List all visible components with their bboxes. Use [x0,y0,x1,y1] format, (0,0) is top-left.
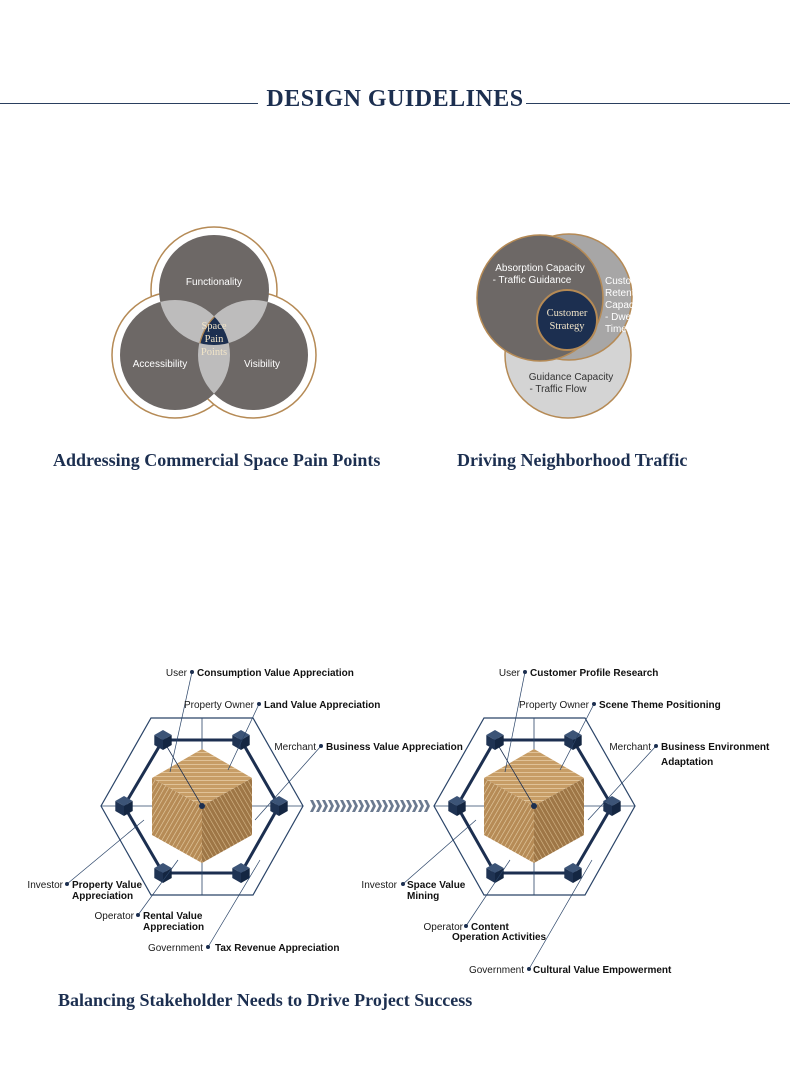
label-absorption-1: Absorption Capacity [495,263,585,274]
chevron-mark [424,800,430,812]
chevron-mark [418,800,424,812]
chevron-mark [388,800,394,812]
chevron-mark [322,800,328,812]
label-accessibility: Accessibility [132,359,188,370]
center-customer-strategy [537,290,597,350]
caption-pain-points: Addressing Commercial Space Pain Points [53,450,381,470]
chevron-mark [328,800,334,812]
right-value-merchant-2: Adaptation [661,757,714,768]
left-role-operator: Operator [94,911,134,922]
label-retention-1: Customer [605,276,649,287]
right-value-government: Cultural Value Empowerment [533,965,672,976]
page-title: DESIGN GUIDELINES [266,86,524,112]
chevron-mark [400,800,406,812]
chevron-mark [334,800,340,812]
chevron-mark [358,800,364,812]
right-role-property-owner: Property Owner [518,700,589,711]
right-role-user: User [498,668,520,679]
venn-traffic [477,234,649,418]
label-guidance-2: - Traffic Flow [529,384,587,395]
chevron-mark [406,800,412,812]
right-value-operator-2: Operation Activities [452,932,547,943]
left-role-user: User [165,668,187,679]
right-role-merchant: Merchant [609,742,651,753]
center-label-3: Points [200,347,228,358]
right-value-merchant-1: Business Environment [661,742,770,753]
center-label-customer: Customer [546,308,588,319]
center-label-strategy: Strategy [549,321,585,332]
chevron-mark [382,800,388,812]
chevron-mark [310,800,316,812]
left-role-property-owner: Property Owner [183,700,254,711]
left-value-operator-2: Appreciation [143,922,205,933]
left-role-government: Government [147,943,203,954]
chevron-mark [394,800,400,812]
left-value-investor-2: Appreciation [72,891,134,902]
caption-stakeholders: Balancing Stakeholder Needs to Drive Project Success [58,990,473,1010]
label-visibility: Visibility [244,359,280,370]
left-value-government: Tax Revenue Appreciation [215,943,340,954]
label-absorption-2: - Traffic Guidance [492,275,572,286]
left-value-merchant: Business Value Appreciation [326,742,463,753]
right-role-investor: Investor [361,880,397,891]
chevron-mark [346,800,352,812]
label-retention-2: Retention [605,288,648,299]
right-value-investor-1: Space Value [407,880,466,891]
right-role-government: Government [468,965,524,976]
left-value-user: Consumption Value Appreciation [197,668,354,679]
chevron-mark [364,800,370,812]
chevron-mark [316,800,322,812]
center-label-2: Pain [204,334,224,345]
venn-pain-points [112,227,316,418]
chevron-mark [352,800,358,812]
right-value-property-owner: Scene Theme Positioning [599,700,721,711]
chevron-mark [370,800,376,812]
transition-arrow [310,800,430,812]
center-label-1: Space [201,321,227,332]
chevron-mark [340,800,346,812]
left-role-merchant: Merchant [274,742,316,753]
hex-diagram-left [27,668,462,954]
label-guidance-1: Guidance Capacity [528,372,614,383]
left-value-operator-1: Rental Value [143,911,203,922]
right-value-user: Customer Profile Research [530,668,659,679]
right-role-operator: Operator [423,922,463,933]
hex-diagram-right [361,668,770,976]
caption-traffic: Driving Neighborhood Traffic [457,450,688,470]
label-functionality: Functionality [185,277,243,288]
left-value-investor-1: Property Value [72,880,143,891]
right-value-investor-2: Mining [407,891,440,902]
right-value-operator-1: Content [471,922,509,933]
chevron-mark [412,800,418,812]
label-retention-4: - Dwell [605,312,636,323]
left-value-property-owner: Land Value Appreciation [264,700,381,711]
chevron-mark [376,800,382,812]
left-role-investor: Investor [27,880,63,891]
label-retention-5: Time [605,324,627,335]
label-retention-3: Capacity [605,300,644,311]
